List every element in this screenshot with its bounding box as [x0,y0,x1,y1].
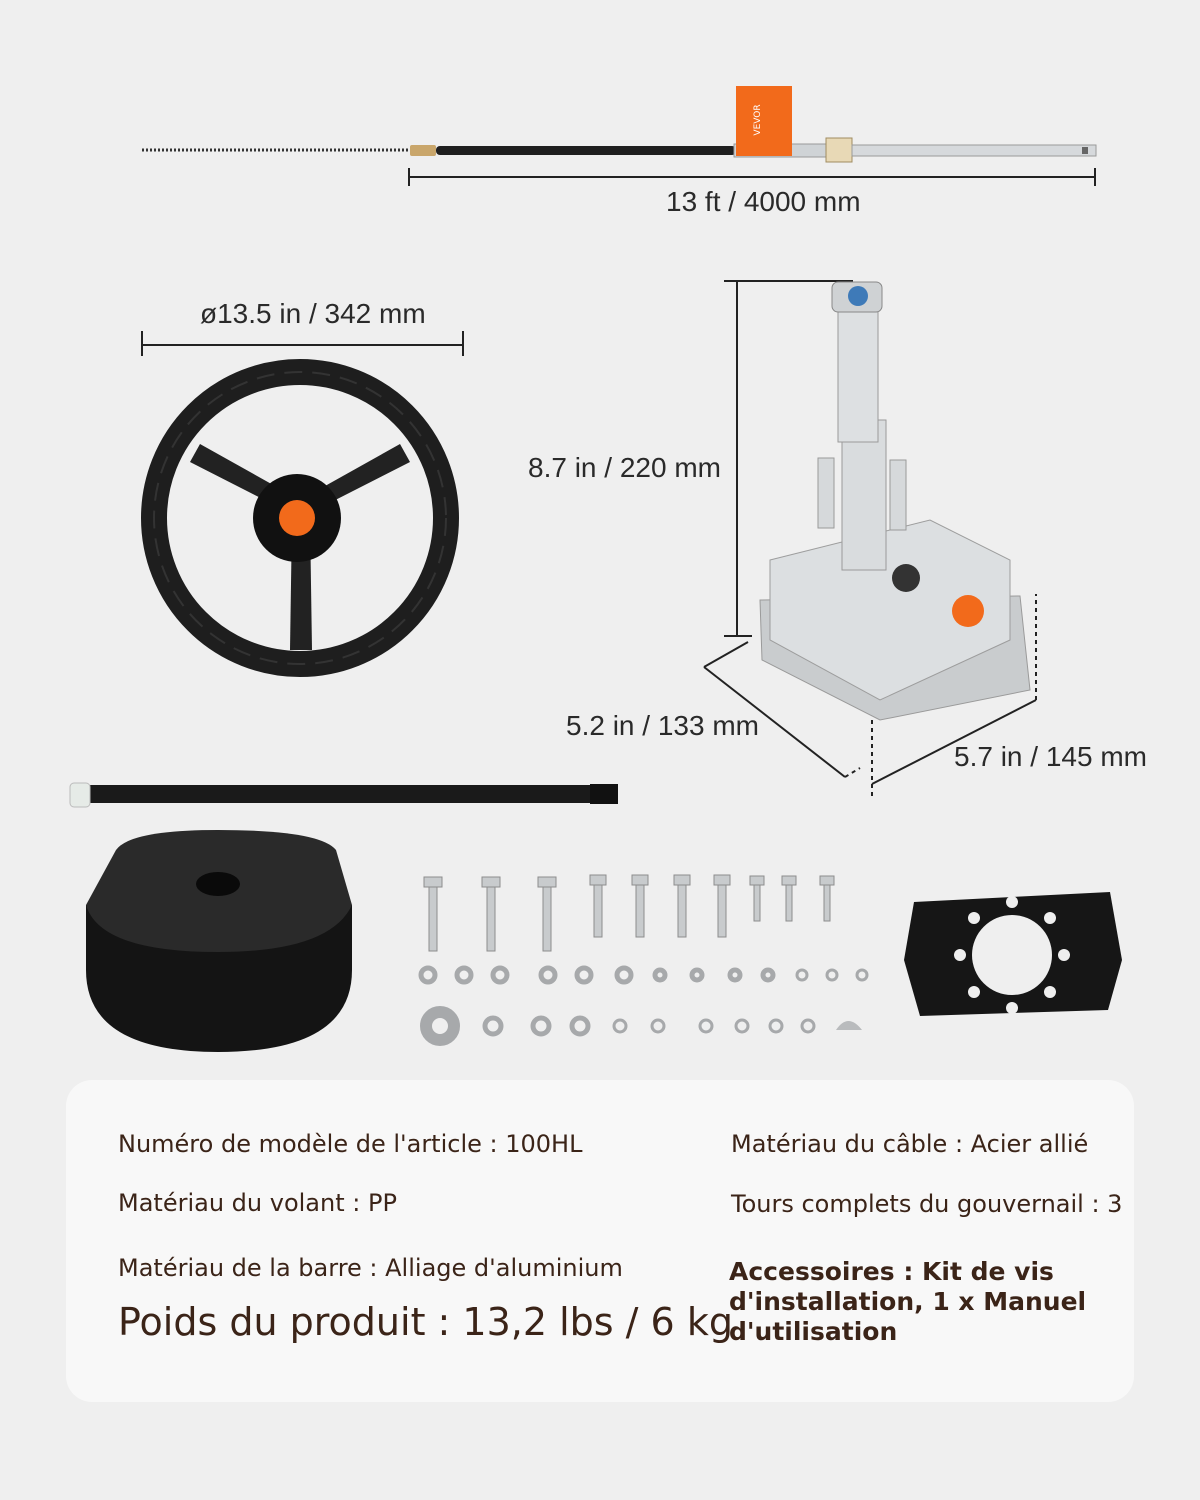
washers-row-2 [426,1012,814,1040]
key-image [836,1021,862,1030]
washers-row-1 [421,968,867,982]
steering-rod-image [70,783,618,807]
helm-unit-image [760,282,1030,720]
helm-depth-label: 5.2 in / 133 mm [566,710,759,741]
helm-width-label: 5.7 in / 145 mm [954,741,1147,772]
spec-turns: Tours complets du gouvernail : 3 [731,1190,1123,1218]
mounting-base-image [86,830,352,1052]
screws-image [424,875,834,951]
steering-cable-image [142,86,1096,162]
spec-cable-material: Matériau du câble : Acier allié [731,1130,1089,1158]
cable-dimension-line [409,168,1095,186]
spec-rod-material: Matériau de la barre : Alliage d'aluminium [118,1254,623,1282]
steering-wheel-image [154,372,446,664]
helm-height-label: 8.7 in / 220 mm [528,452,721,483]
wheel-dimension-line [142,331,463,356]
cable-tag-brand: VEVOR [753,104,763,136]
spec-weight: Poids du produit : 13,2 lbs / 6 kg [118,1300,733,1344]
cable-length-label: 13 ft / 4000 mm [666,186,861,217]
wheel-diameter-label: ø13.5 in / 342 mm [200,298,426,329]
spec-model: Numéro de modèle de l'article : 100HL [118,1130,583,1158]
spec-wheel-material: Matériau du volant : PP [118,1189,397,1217]
mounting-plate-image [904,892,1122,1016]
spec-accessories: Accessoires : Kit de vis d'installation, 1 x Manuel d'utilisation [729,1257,1087,1346]
spec-card [66,1080,1134,1402]
